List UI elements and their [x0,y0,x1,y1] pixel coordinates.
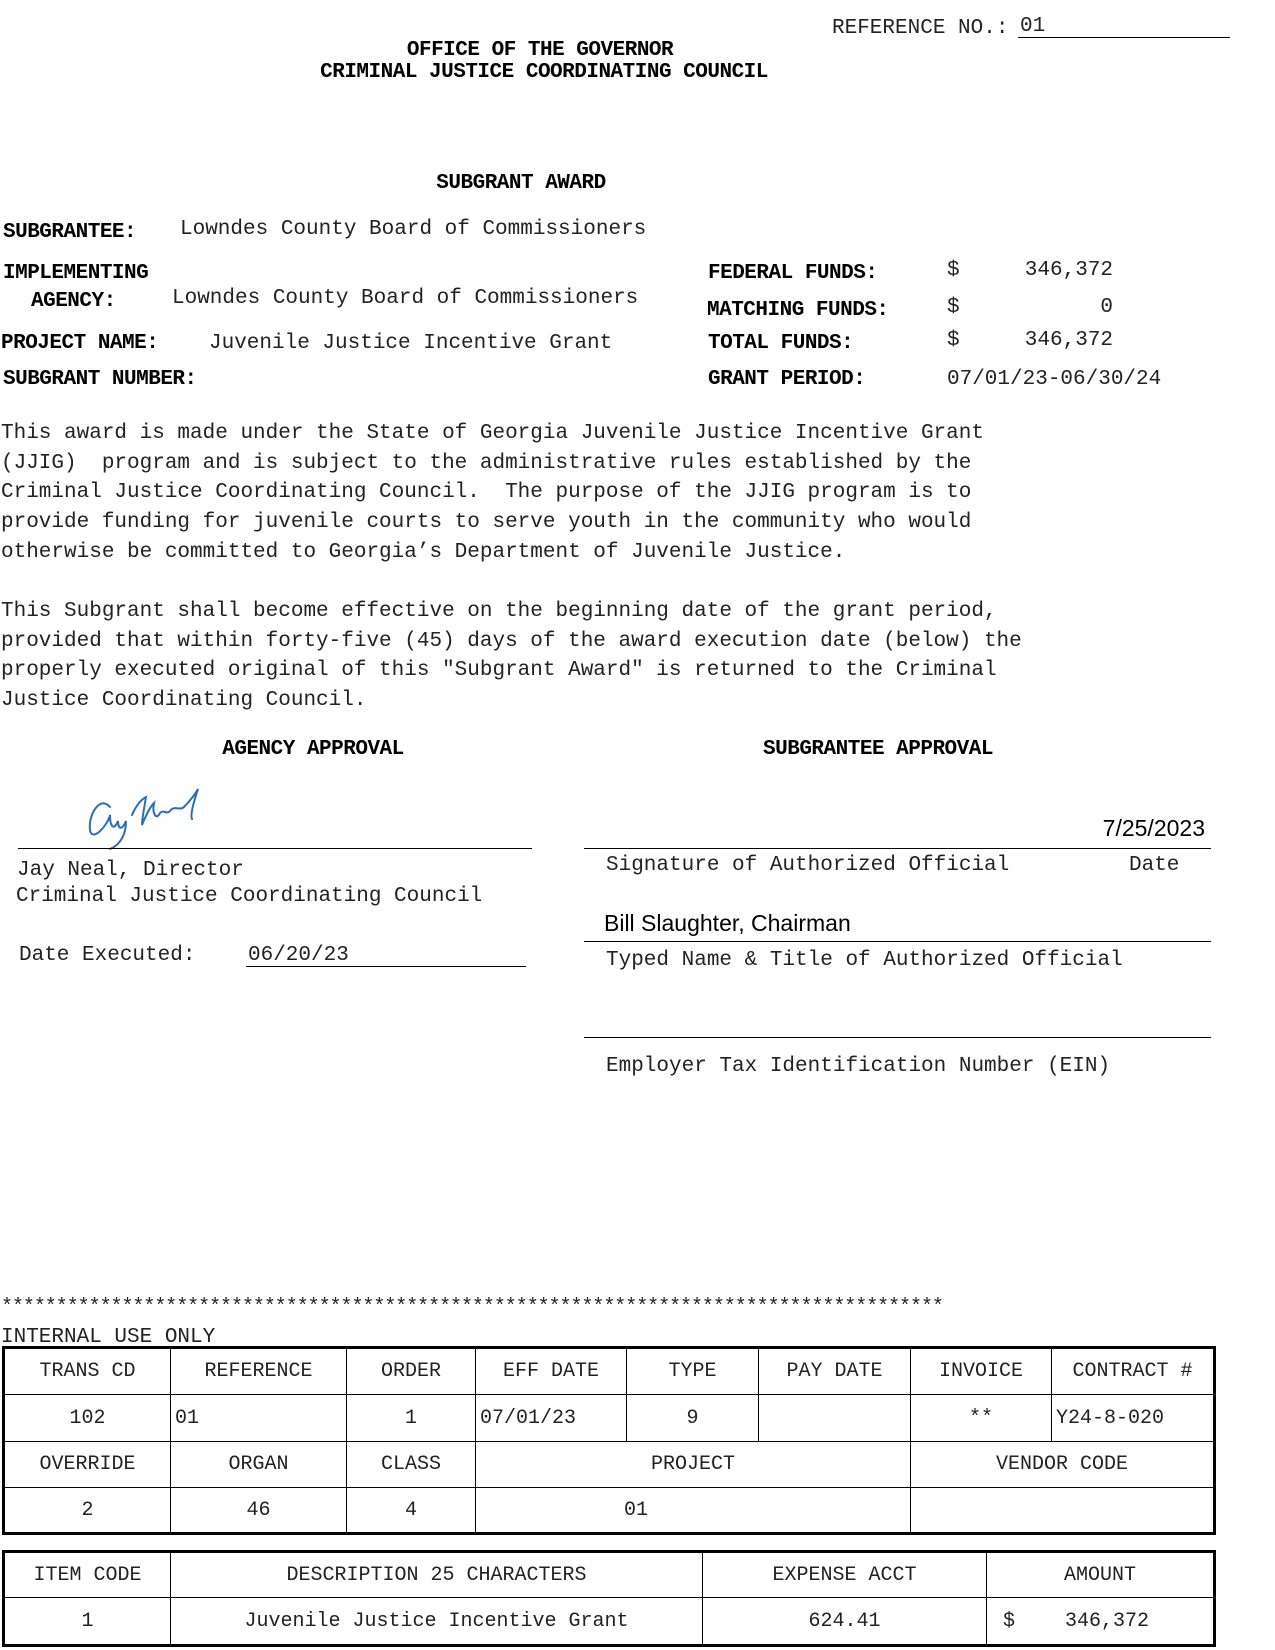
subgrant-number-label: SUBGRANT NUMBER: [3,368,197,391]
federal-currency: $ [947,259,960,282]
header-cell: ITEM CODE [4,1552,171,1598]
header-cell: REFERENCE [171,1348,347,1395]
period-value: 07/01/23-06/30/24 [947,368,1162,391]
agency-label: AGENCY: [31,290,116,313]
implementing-value: Lowndes County Board of Commissioners [172,287,639,310]
award-paragraph: This award is made under the State of Georgia Juvenile Justice Incentive Grant (JJIG) program and is subject to the administrative rules established by the Criminal Justice Coordinating Council. The purpose of the JJIG program is to provide funding for juvenile courts to serve youth in the community who would otherwise be committed to Georgia’s Department of Juvenile Justice. [1,422,984,564]
cell [911,1488,1215,1534]
total-label: TOTAL FUNDS: [708,332,854,355]
subgrantee-sign-date: 7/25/2023 [1102,815,1205,841]
cell: 2 [4,1488,171,1534]
matching-label: MATCHING FUNDS: [707,299,889,322]
header-cell: CONTRACT # [1052,1348,1215,1395]
ein-label: Employer Tax Identification Number (EIN) [606,1055,1111,1078]
date-executed-underline [246,966,526,967]
cell: 9 [627,1395,759,1442]
subgrantee-label: SUBGRANTEE: [3,221,137,244]
table-row [4,1598,1215,1646]
period-label: GRANT PERIOD: [708,368,866,391]
project-value: Juvenile Justice Incentive Grant [209,332,613,355]
date-label: Date [1129,854,1180,877]
agency-approval-heading: AGENCY APPROVAL [222,738,404,761]
cell: 07/01/23 [476,1395,627,1442]
cell: ** [911,1395,1052,1442]
amount-value: 346,372 [1065,1609,1150,1633]
matching-value: 0 [1100,296,1113,319]
header-cell: TRANS CD [4,1348,171,1395]
cell: 1 [347,1395,476,1442]
subgrantee-value: Lowndes County Board of Commissioners [180,218,647,241]
subgrantee-signature-line [584,848,1211,849]
item-table [2,1550,1216,1647]
header-cell: OVERRIDE [4,1442,171,1488]
cell: 1 [4,1598,171,1646]
cell: 4 [347,1488,476,1534]
header-cell: INVOICE [911,1348,1052,1395]
header-cell: AMOUNT [987,1552,1215,1598]
cell: Juvenile Justice Incentive Grant [171,1598,703,1646]
cell [759,1395,911,1442]
typed-name-line [584,941,1211,942]
header-cell: EFF DATE [476,1348,627,1395]
federal-label: FEDERAL FUNDS: [708,262,878,285]
reference-label: REFERENCE NO.: [832,17,1009,40]
federal-value: 346,372 [1024,259,1113,282]
internal-use-label: INTERNAL USE ONLY [1,1326,216,1349]
header-cell: EXPENSE ACCT [703,1552,987,1598]
header-cell: CLASS [347,1442,476,1488]
total-currency: $ [947,329,960,352]
header-cell: VENDOR CODE [911,1442,1215,1488]
ein-line [584,1037,1211,1038]
agency-org: Criminal Justice Coordinating Council [16,885,483,908]
table-header-row [4,1442,1215,1488]
table-header-row [4,1348,1215,1395]
total-value: 346,372 [1024,329,1113,352]
header-line1: OFFICE OF THE GOVERNOR [406,39,674,62]
date-executed-label: Date Executed: [19,944,196,967]
header-cell: PAY DATE [759,1348,911,1395]
header-cell: DESCRIPTION 25 CHARACTERS [171,1552,703,1598]
table-header-row [4,1552,1215,1598]
signature-label: Signature of Authorized Official [606,854,1010,877]
stars-divider: ************************************************************************************** [1,1296,943,1319]
matching-currency: $ [947,296,960,319]
signature-image [80,785,220,855]
typed-name-label: Typed Name & Title of Authorized Official [606,949,1123,972]
agency-signer-name: Jay Neal, Director [17,859,244,882]
reference-underline [1018,37,1230,38]
cell: 01 [171,1395,347,1442]
agency-signature-line [18,848,532,849]
cell: 624.41 [703,1598,987,1646]
table-row [4,1395,1215,1442]
page-title: SUBGRANT AWARD [436,172,606,195]
cell: 46 [171,1488,347,1534]
header-cell: TYPE [627,1348,759,1395]
project-label: PROJECT NAME: [1,332,159,355]
table-row [4,1488,1215,1534]
effective-paragraph: This Subgrant shall become effective on the beginning date of the grant period, provided that within forty-five (45) days of the award execution date (below) the properly executed original of this "Subgrant Award" is returned to the Criminal Justice Coordinating Council. [1,600,1022,713]
header-cell: PROJECT [476,1442,911,1488]
implementing-label: IMPLEMENTING [3,262,149,285]
header-cell: ORDER [347,1348,476,1395]
date-executed-value: 06/20/23 [248,944,349,967]
amount-currency: $ [1003,1609,1016,1633]
subgrantee-approval-heading: SUBGRANTEE APPROVAL [763,738,993,761]
internal-codes-table [2,1346,1216,1535]
cell: Y24-8-020 [1052,1395,1215,1442]
header-cell: ORGAN [171,1442,347,1488]
amount-cell [987,1598,1215,1646]
cell: 01 [476,1488,911,1534]
typed-name-value: Bill Slaughter, Chairman [604,910,851,936]
header-line2: CRIMINAL JUSTICE COORDINATING COUNCIL [320,61,768,84]
cell: 102 [4,1395,171,1442]
reference-value: 01 [1020,15,1046,38]
